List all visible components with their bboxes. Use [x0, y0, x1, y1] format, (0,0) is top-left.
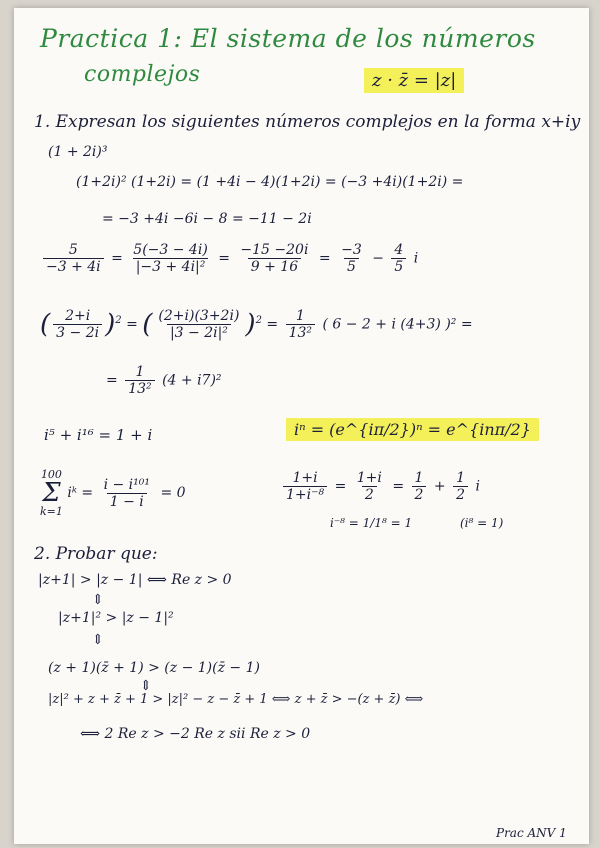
proof-line5: ⟺ 2 Re z > −2 Re z sii Re z > 0	[80, 726, 311, 742]
equivalence-arrow-2: ⇕	[92, 632, 104, 648]
expr-a-line2: = −3 +4i −6i − 8 = −11 − 2i	[102, 211, 312, 227]
expr-d: i⁵ + i¹⁶ = 1 + i	[44, 426, 153, 444]
proof-line1: |z+1| > |z − 1| ⟺ Re z > 0	[38, 572, 232, 588]
proof-line2: |z+1|² > |z − 1|²	[58, 610, 174, 626]
section-1-heading: 1. Expresan los siguientes números complejos en la forma x+iy	[34, 112, 581, 132]
expr-b: $\frac{5}{-3 + 4i}$ = $\frac{5(-3 - 4i)}{\text{|−3 + 4i|²}}$ = $\frac{-15 -20i}{9 + 16}$ = $\frac{-3}{5}$ − $\frac{4}{5}$ i	[40, 242, 418, 275]
expr-c-line2: = $\frac{1}{\text{13²}}$ (4 + i7)²	[106, 364, 222, 397]
page-title: Practica 1: El sistema de los números	[40, 24, 536, 53]
expr-c: ( $\frac{2+i}{3 - 2i}$ )$^2$ = ( $\frac{(2+i)(3+2i)}{\text{|3 − 2i|²}}$ )$^2$ = $\frac{1}{\text{13²}}$ ( 6 − 2 + i (4+3) )² =	[40, 308, 473, 341]
highlighted-power-identity: iⁿ = (e^{iπ/2})ⁿ = e^{inπ/2}	[286, 418, 539, 441]
expr-a-head: (1 + 2i)³	[48, 144, 108, 160]
notebook-page	[14, 8, 589, 844]
proof-line3: (z + 1)(z̄ + 1) > (z − 1)(z̄ − 1)	[48, 660, 260, 676]
page-title-line2: complejos	[84, 62, 201, 87]
expr-a-line1: (1+2i)² (1+2i) = (1 +4i − 4)(1+2i) = (−3 +4i)(1+2i) =	[76, 174, 464, 190]
expr-g-note: i⁻⁸ = 1/1⁸ = 1	[330, 516, 413, 530]
expr-f: 100 Σ k=1 iᵏ = $\frac{\text{i − i¹⁰¹}}{1 - i}$ = 0	[40, 468, 186, 518]
section-2-heading: 2. Probar que:	[34, 544, 158, 564]
page-footer-label: Prac ANV 1	[496, 826, 567, 840]
equivalence-arrow-1: ⇕	[92, 592, 104, 608]
equivalence-arrow-3: ⇕	[140, 678, 152, 694]
highlighted-identity: z · z̄ = |z|	[364, 68, 464, 93]
proof-line4: |z|² + z + z̄ + 1 > |z|² − z − z̄ + 1 ⟺ z + z̄ > −(z + z̄) ⟺	[48, 692, 424, 707]
expr-g-note2: (i⁸ = 1)	[460, 516, 504, 530]
expr-g: $\frac{1+i}{\text{1+i⁻⁸}}$ = $\frac{1+i}{2}$ = $\frac{1}{2}$ + $\frac{1}{2}$ i	[280, 470, 480, 503]
